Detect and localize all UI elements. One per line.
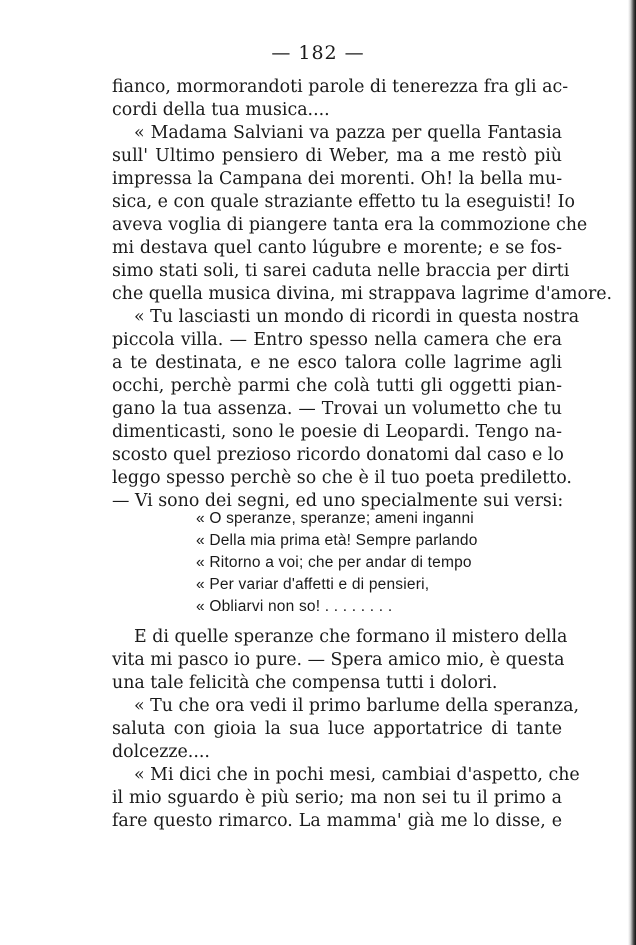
poem-line: « Ritorno a voi; che per andar di tempo <box>196 554 472 571</box>
text-line: « Tu lasciasti un mondo di ricordi in questa nostra <box>134 307 580 327</box>
poem-line: « Obliarvi non so! . . . . . . . . <box>196 598 393 615</box>
poem-quotation <box>196 508 496 618</box>
paragraph <box>112 764 580 833</box>
paragraph <box>112 306 580 513</box>
text-line: « Tu che ora vedi il primo barlume della speranza, <box>134 696 580 716</box>
text-line: che quella musica divina, mi strappava lagrime d'amore. <box>112 284 613 304</box>
text-line: saluta con gioia la sua luce apportatrice di tante <box>112 719 562 739</box>
text-line: leggo spesso perchè so che è il tuo poeta prediletto. <box>112 468 572 488</box>
text-line: mi destava quel canto lúgubre e morente; e se fos- <box>112 238 562 258</box>
text-line: « Mi dici che in pochi mesi, cambiai d'aspetto, che <box>134 765 580 785</box>
paragraph <box>112 122 613 306</box>
text-line: impressa la Campana dei morenti. Oh! la bella mu- <box>112 169 563 189</box>
text-line: scosto quel prezioso ricordo donatomi dal caso e lo <box>112 445 564 465</box>
paragraph <box>112 695 580 764</box>
text-line: cordi della tua musica.... <box>112 100 330 120</box>
text-line: E di quelle speranze che formano il mistero della <box>134 627 568 647</box>
poem-line: « Per variar d'affetti e di pensieri, <box>196 576 430 593</box>
text-line: il mio sguardo è più serio; ma non sei tu il primo a <box>112 788 562 808</box>
text-line: fare questo rimarco. La mamma' già me lo disse, e <box>112 811 562 831</box>
text-line: dimenticasti, sono le poesie di Leopardi. Tengo na- <box>112 422 562 442</box>
page-edge-shadow <box>628 0 636 945</box>
text-line: una tale felicità che compensa tutti i dolori. <box>112 673 498 693</box>
paragraph <box>112 76 569 122</box>
text-line: « Madama Salviani va pazza per quella Fantasia <box>134 123 562 143</box>
text-line: gano la tua assenza. — Trovai un volumetto che tu <box>112 399 562 419</box>
text-line: sica, e con quale straziante effetto tu la eseguisti! Io <box>112 192 576 212</box>
paragraph <box>112 626 568 695</box>
text-line: — Vi sono dei segni, ed uno specialmente sui versi: <box>112 491 564 511</box>
page-number: — 182 — <box>271 42 365 64</box>
text-line: dolcezze.... <box>112 742 210 762</box>
text-line: a te destinata, e ne esco talora colle lagrime agli <box>112 353 562 373</box>
text-line: vita mi pasco io pure. — Spera amico mio, è questa <box>112 650 565 670</box>
text-line: aveva voglia di piangere tanta era la commozione che <box>112 215 588 235</box>
body-text-bottom <box>112 626 580 833</box>
text-line: sull' Ultimo pensiero di Weber, ma a me restò più <box>112 146 562 166</box>
body-text-top <box>112 76 613 513</box>
text-line: fianco, mormorandoti parole di tenerezza fra gli ac- <box>112 77 569 97</box>
poem-line: « O speranze, speranze; ameni inganni <box>196 510 474 527</box>
text-line: piccola villa. — Entro spesso nella camera che era <box>112 330 562 350</box>
poem-line: « Della mia prima età! Sempre parlando <box>196 532 478 549</box>
text-line: simo stati soli, ti sarei caduta nelle braccia per dirti <box>112 261 570 281</box>
text-line: occhi, perchè parmi che colà tutti gli oggetti pian- <box>112 376 562 396</box>
